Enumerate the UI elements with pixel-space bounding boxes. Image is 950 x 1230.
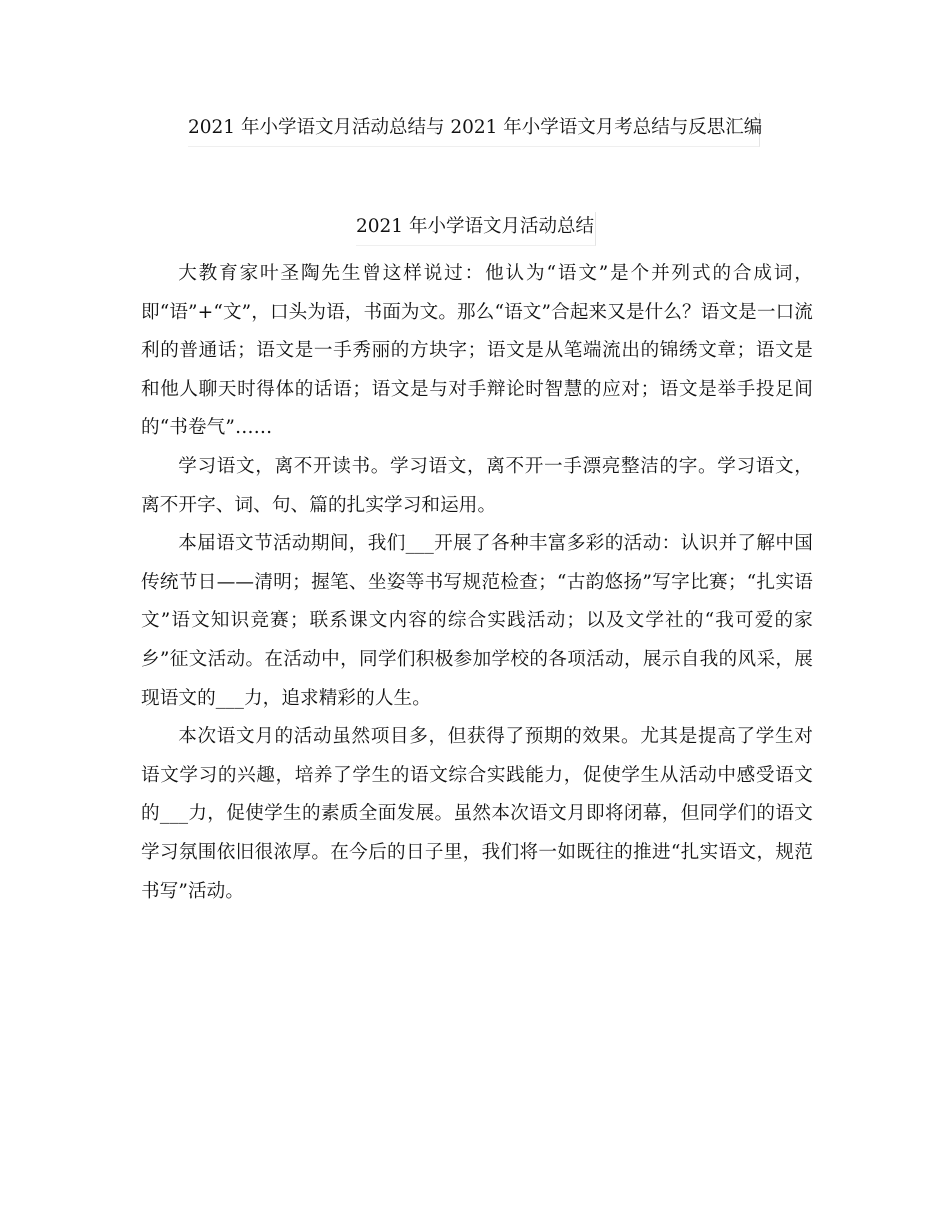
section-title: 2021 年小学语文月活动总结 [356, 212, 596, 246]
paragraph-intro: 大教育家叶圣陶先生曾这样说过：他认为“语文”是个并列式的合成词，即“语”+“文”，口头为语，书面为文。那么“语文”合起来又是什么？语文是一口流利的普通话；语文是一手秀丽的方块字；语文是从笔端流出的锦绣文章；语文是和他人聊天时得体的话语；语文是与对手辩论时智慧的应对；语文是举手投足间的“书卷气”…… [141, 263, 813, 439]
paragraph-summary: 本次语文月的活动虽然项目多，但获得了预期的效果。尤其是提高了学生对语文学习的兴趣，培养了学生的语文综合实践能力，促使学生从活动中感受语文的___力，促使学生的素质全面发展。虽然本次语文月即将闭幕，但同学们的语文学习氛围依旧很浓厚。在今后的日子里，我们将一如既往的推进“扎实语文，规范书写”活动。 [141, 726, 813, 902]
document-title: 2021 年小学语文月活动总结与 2021 年小学语文月考总结与反思汇编 [188, 113, 760, 147]
paragraph-learning: 学习语文，离不开读书。学习语文，离不开一手漂亮整洁的字。学习语文，离不开字、词、句、篇的扎实学习和运用。 [141, 455, 813, 516]
paragraph-activities: 本届语文节活动期间，我们___开展了各种丰富多彩的活动：认识并了解中国传统节日——清明；握笔、坐姿等书写规范检查；“古韵悠扬”写字比赛；“扎实语文”语文知识竞赛；联系课文内容的综合实践活动；以及文学社的“我可爱的家乡”征文活动。在活动中，同学们积极参加学校的各项活动，展示自我的风采，展现语文的___力，追求精彩的人生。 [141, 533, 813, 709]
document-body [141, 255, 813, 911]
